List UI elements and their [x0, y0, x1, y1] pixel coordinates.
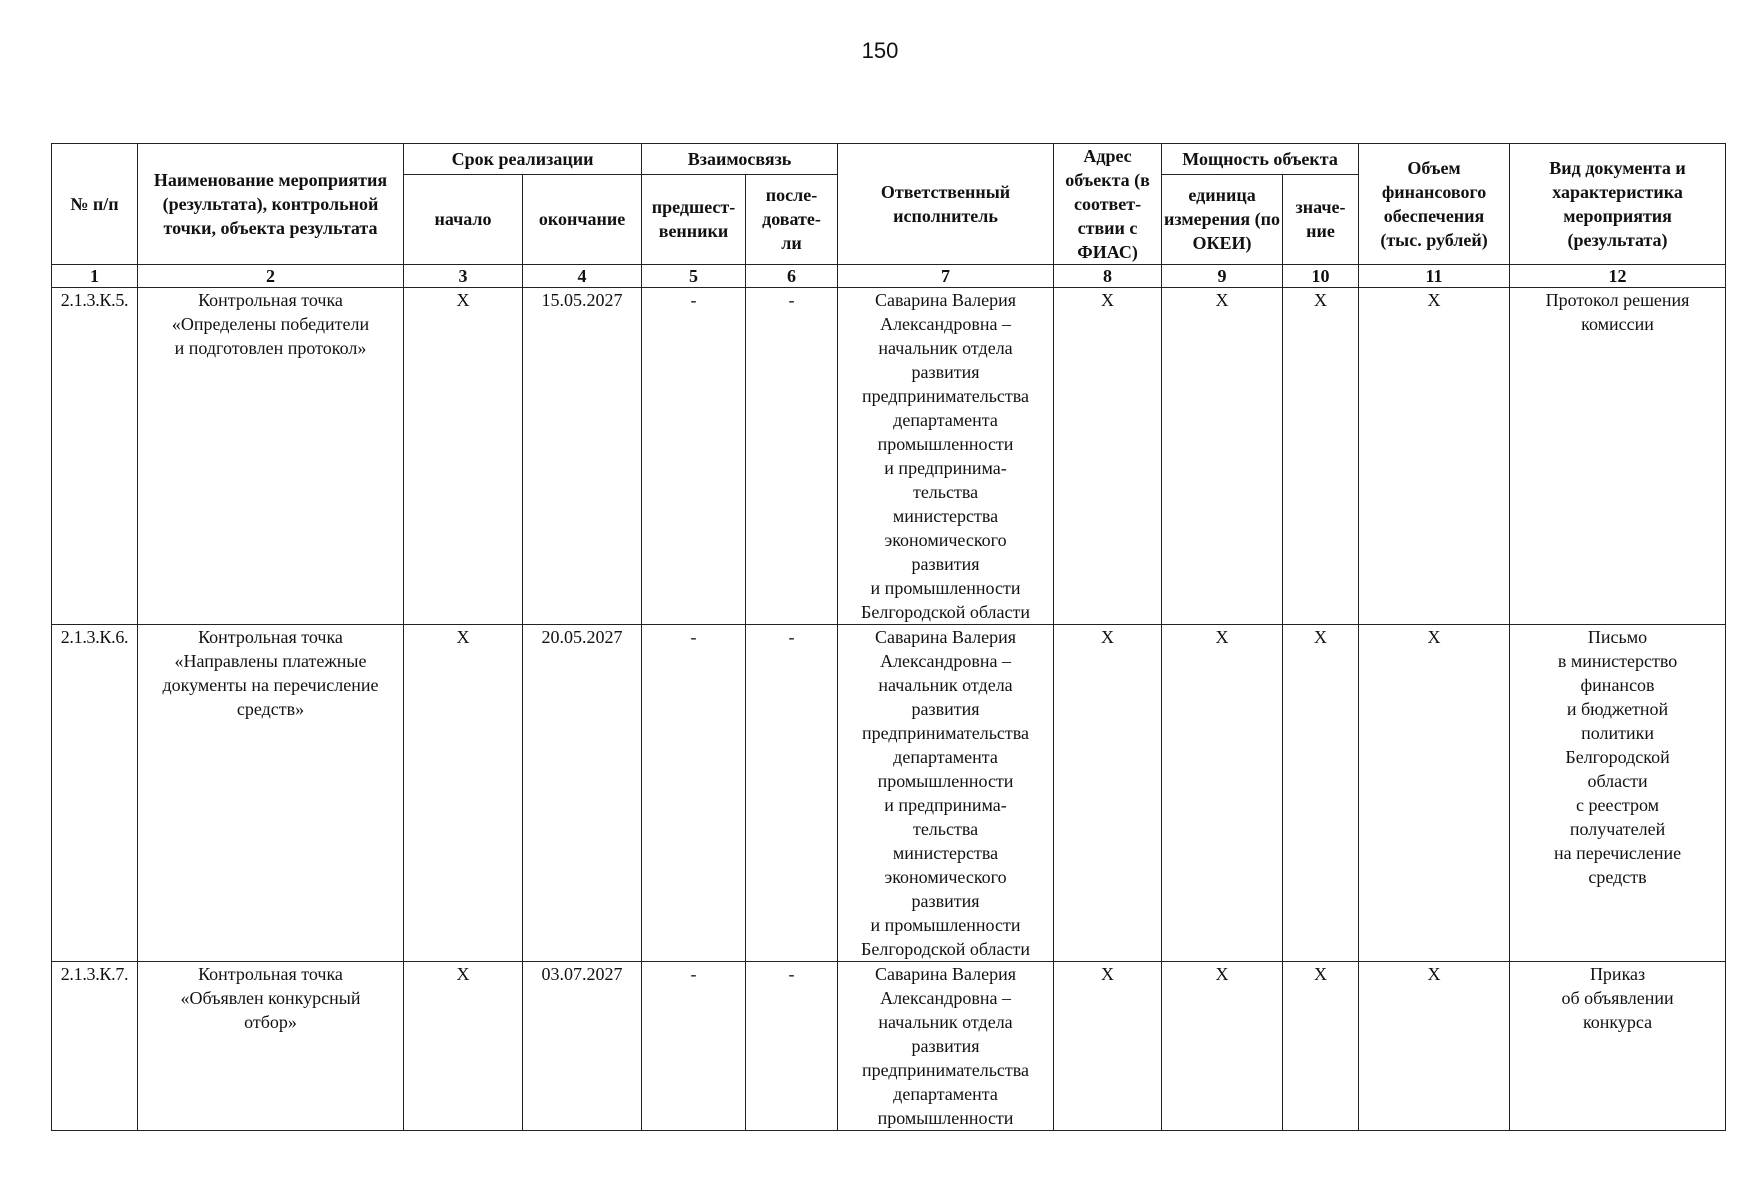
row-start: X	[404, 625, 523, 962]
row-start: X	[404, 288, 523, 625]
header-capacity-value: значе- ние	[1283, 174, 1359, 264]
header-relation: Взаимосвязь	[642, 144, 838, 175]
column-number: 6	[746, 265, 838, 288]
row-number: 2.1.3.К.7.	[52, 962, 138, 1131]
header-responsible: Ответственный исполнитель	[838, 144, 1054, 265]
header-capacity-unit: единица измерения (по ОКЕИ)	[1162, 174, 1283, 264]
header-doc: Вид документа и характеристика мероприятия (результата)	[1510, 144, 1726, 265]
row-value: X	[1283, 288, 1359, 625]
column-number: 7	[838, 265, 1054, 288]
row-value: X	[1283, 962, 1359, 1131]
row-end: 15.05.2027	[523, 288, 642, 625]
column-number: 11	[1359, 265, 1510, 288]
column-number: 4	[523, 265, 642, 288]
row-finance: X	[1359, 625, 1510, 962]
header-relation-next: после- довате- ли	[746, 174, 838, 264]
column-number: 10	[1283, 265, 1359, 288]
row-address: X	[1054, 962, 1162, 1131]
row-unit: X	[1162, 625, 1283, 962]
row-responsible: Саварина Валерия Александровна – начальник отдела развития предпринимательства департамента промышленности и предпринима- тельства министерства экономического развития и промышленности Белгородской области	[838, 625, 1054, 962]
plan-table	[51, 143, 1726, 1131]
row-next: -	[746, 625, 838, 962]
row-finance: X	[1359, 288, 1510, 625]
header-name: Наименование мероприятия (результата), контрольной точки, объекта результата	[138, 144, 404, 265]
table-body	[52, 288, 1726, 1131]
table-row	[52, 625, 1726, 962]
row-next: -	[746, 962, 838, 1131]
row-prev: -	[642, 962, 746, 1131]
row-value: X	[1283, 625, 1359, 962]
row-address: X	[1054, 625, 1162, 962]
row-number: 2.1.3.К.5.	[52, 288, 138, 625]
column-number: 5	[642, 265, 746, 288]
row-name: Контрольная точка «Направлены платежные документы на перечисление средств»	[138, 625, 404, 962]
row-finance: X	[1359, 962, 1510, 1131]
row-start: X	[404, 962, 523, 1131]
row-unit: X	[1162, 962, 1283, 1131]
row-doc: Протокол решения комиссии	[1510, 288, 1726, 625]
row-prev: -	[642, 625, 746, 962]
row-responsible: Саварина Валерия Александровна – начальник отдела развития предпринимательства департамента промышленности	[838, 962, 1054, 1131]
row-end: 20.05.2027	[523, 625, 642, 962]
column-number: 3	[404, 265, 523, 288]
row-end: 03.07.2027	[523, 962, 642, 1131]
table-row	[52, 288, 1726, 625]
row-doc: Приказ об объявлении конкурса	[1510, 962, 1726, 1131]
column-number: 9	[1162, 265, 1283, 288]
header-term-start: начало	[404, 174, 523, 264]
column-number: 1	[52, 265, 138, 288]
row-name: Контрольная точка «Определены победители и подготовлен протокол»	[138, 288, 404, 625]
row-address: X	[1054, 288, 1162, 625]
row-next: -	[746, 288, 838, 625]
header-term-end: окончание	[523, 174, 642, 264]
header-relation-prev: предшест- венники	[642, 174, 746, 264]
header-address: Адрес объекта (в соответ-ствии с ФИАС)	[1054, 144, 1162, 265]
row-number: 2.1.3.К.6.	[52, 625, 138, 962]
header-finance: Объем финансового обеспечения (тыс. рублей)	[1359, 144, 1510, 265]
page-number: 150	[861, 38, 899, 63]
column-number: 12	[1510, 265, 1726, 288]
row-name: Контрольная точка «Объявлен конкурсный отбор»	[138, 962, 404, 1131]
row-responsible: Саварина Валерия Александровна – начальник отдела развития предпринимательства департамента промышленности и предпринима- тельства министерства экономического развития и промышленности Белгородской области	[838, 288, 1054, 625]
column-number: 2	[138, 265, 404, 288]
row-prev: -	[642, 288, 746, 625]
table-header	[52, 144, 1726, 288]
header-capacity: Мощность объекта	[1162, 144, 1359, 175]
header-term: Срок реализации	[404, 144, 642, 175]
row-doc: Письмо в министерство финансов и бюджетной политики Белгородской области с реестром получателей на перечисление средств	[1510, 625, 1726, 962]
header-num: № п/п	[52, 144, 138, 265]
table-row	[52, 962, 1726, 1131]
row-unit: X	[1162, 288, 1283, 625]
column-number: 8	[1054, 265, 1162, 288]
